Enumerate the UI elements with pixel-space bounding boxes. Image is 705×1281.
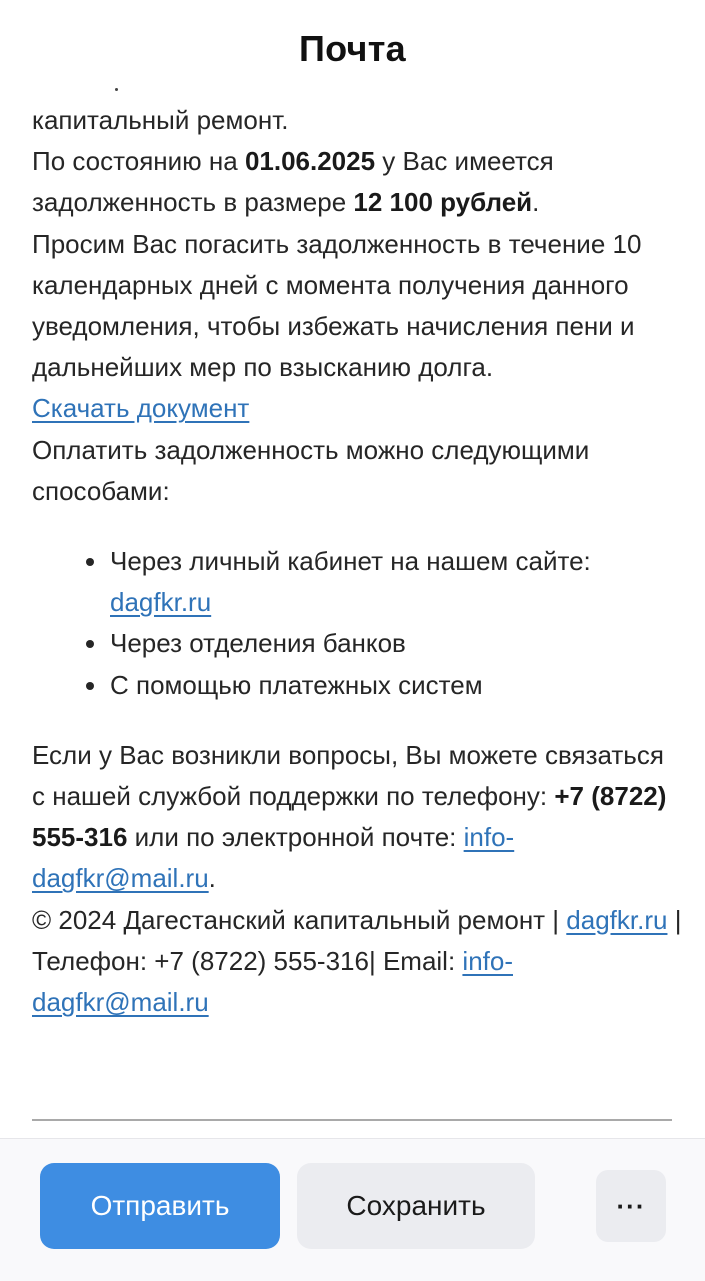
- action-bar: [0, 1138, 705, 1281]
- save-button[interactable]: Сохранить: [297, 1163, 535, 1249]
- contact-paragraph: [32, 735, 682, 900]
- list-item: [110, 541, 682, 623]
- payment-request-paragraph: Просим Вас погасить задолженность в течение 10 календарных дней с момента получения данного уведомления, чтобы избежать начисления пени и дальнейших мер по взысканию долга.: [32, 228, 642, 383]
- payment-methods-list: [32, 541, 682, 706]
- page-title: Почта: [298, 28, 407, 69]
- app-header: [0, 0, 705, 100]
- method-payment-systems: С помощью платежных систем: [110, 669, 483, 700]
- download-document-link[interactable]: Скачать документ: [32, 393, 250, 424]
- method-banks: Через отделения банков: [110, 628, 406, 659]
- contact-mid: или по электронной почте:: [127, 822, 464, 853]
- send-button[interactable]: Отправить: [40, 1163, 280, 1249]
- contact-end: .: [208, 863, 216, 894]
- more-options-button[interactable]: [596, 1170, 666, 1242]
- list-item: [110, 665, 682, 706]
- copyright-paragraph: [32, 900, 682, 1024]
- copyright-phone: | Телефон: +7 (8722) 555-316| Email:: [32, 904, 682, 976]
- truncated-text-dot: [115, 88, 118, 91]
- list-item: [110, 623, 682, 664]
- status-prefix: По состоянию на: [32, 146, 245, 177]
- status-date: 01.06.2025: [244, 146, 376, 177]
- copyright-email-link[interactable]: info-dagfkr@mail.ru: [32, 945, 513, 1018]
- download-link-row: [32, 388, 682, 429]
- site-link[interactable]: dagfkr.ru: [110, 587, 212, 618]
- bullet-icon: [86, 558, 94, 566]
- payment-intro: Оплатить задолженность можно следующими способами:: [32, 434, 590, 506]
- support-email-link[interactable]: info-dagfkr@mail.ru: [32, 822, 515, 894]
- method-cabinet: Через личный кабинет на нашем сайте:: [110, 546, 591, 577]
- status-end: .: [532, 187, 540, 218]
- debt-amount: 12 100 рублей: [353, 187, 533, 218]
- status-mid: у Вас имеется задолженность в размере: [32, 146, 554, 218]
- bullet-icon: [86, 640, 94, 648]
- bullet-icon: [86, 682, 94, 690]
- divider: [32, 1119, 672, 1121]
- copyright-site-link[interactable]: dagfkr.ru: [566, 904, 668, 935]
- message-body: [32, 100, 682, 1023]
- contact-prefix: Если у Вас возникли вопросы, Вы можете связаться с нашей службой поддержки по телефону:: [32, 739, 664, 812]
- more-icon: ···: [616, 1190, 646, 1221]
- repair-line: капитальный ремонт.: [32, 105, 289, 135]
- debt-status-paragraph: [32, 141, 682, 223]
- copyright-text: © 2024 Дагестанский капитальный ремонт |: [32, 904, 567, 935]
- support-phone: +7 (8722) 555-316: [32, 781, 667, 853]
